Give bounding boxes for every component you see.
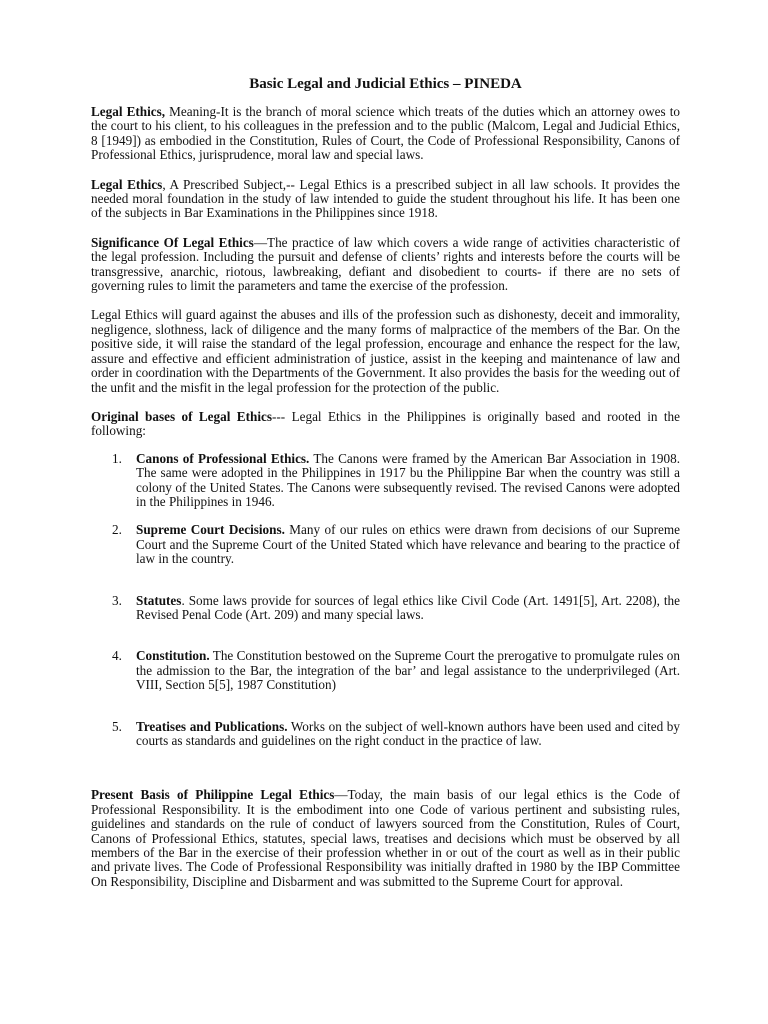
list-item-lead: Supreme Court Decisions. — [136, 522, 285, 538]
bases-list — [91, 452, 680, 749]
list-item-lead: Canons of Professional Ethics. — [136, 450, 310, 466]
paragraph-text: --- Legal Ethics in the Philippines is originally based and rooted in the following: — [91, 408, 681, 439]
paragraph-significance — [91, 236, 680, 294]
list-item — [91, 452, 680, 510]
list-item — [91, 523, 680, 566]
paragraph-text: Meaning-It is the branch of moral science which treats of the duties which an attorney owes to the court to his client, to his colleagues in the prefession and to the public (Malcom, Legal and Judicial Ethics, 8 [1949]) as embodied in the Constitution, Rules of Court, the Code of Professional Responsibility, Canons of Professional Ethics, jurisprudence, moral law and special laws. — [91, 104, 681, 163]
list-item-text: Works on the subject of well-known authors have been used and cited by courts as standards and guidelines on the right conduct in the practice of law. — [136, 718, 680, 748]
list-item — [91, 720, 680, 749]
list-number: 5. — [112, 718, 122, 734]
list-number: 2. — [112, 522, 122, 538]
paragraph-guard-against-abuses — [91, 308, 680, 394]
list-number: 1. — [112, 450, 122, 466]
paragraph-lead: Significance Of Legal Ethics — [91, 234, 254, 250]
list-number: 4. — [112, 648, 122, 664]
paragraph-legal-ethics-meaning — [91, 105, 680, 163]
list-item-text: The Constitution bestowed on the Supreme Court the prerogative to promulgate rules on the admission to the Bar, the integration of the bar’ and legal assistance to the underprivileged (Art. VIII, Section 5[5], 1987 Constitution) — [136, 648, 680, 693]
paragraph-prescribed-subject — [91, 178, 680, 221]
paragraph-lead: Legal Ethics, — [91, 104, 166, 119]
paragraph-text: —Today, the main basis of our legal ethics is the Code of Professional Responsibility. It is the embodiment into one Code of various pertinent and subsisting rules, guidelines and standards on the rule of conduct of lawyers sourced from the Constitution, Rules of Court, Canons of Professional Ethics, statutes, special laws, treatises and decisions which must be observed by all members of the Bar in the exercise of their profession whether in or out of the court as well as in their public and private lives. The Code of Professional Responsibility was initially drafted in 1980 by the IBP Committee On Responsibility, Discipline and Disbarment and was submitted to the Supreme Court for approval. — [91, 787, 680, 889]
list-item — [91, 649, 680, 692]
list-item-lead: Treatises and Publications. — [136, 718, 288, 734]
list-item-lead: Constitution. — [136, 648, 210, 664]
paragraph-text: —The practice of law which covers a wide range of activities characteristic of the legal profession. Including the pursuit and defense of clients’ rights and interests before the courts will be transgressive, anarchic, riotous, lawbreaking, defiant and disobedient to courts- if there are no sets of governing rules to limit the parameters and tame the exercise of the profession. — [91, 234, 680, 294]
list-item-lead: Statutes — [136, 592, 182, 608]
paragraph-text: , A Prescribed Subject,-- Legal Ethics is a prescribed subject in all law schools. It provides the needed moral foundation in the study of law intended to guide the student throughout his life. It has been one of the subjects in Bar Examinations in the Philippines since 1918. — [91, 176, 680, 221]
list-item-text: Many of our rules on ethics were drawn from decisions of our Supreme Court and the Supreme Court of the United Stated which have relevance and bearing to the practice of law in the country. — [136, 522, 680, 567]
paragraph-original-bases — [91, 410, 680, 439]
paragraph-present-basis — [91, 788, 680, 889]
paragraph-lead: Original bases of Legal Ethics — [91, 408, 272, 424]
list-item — [91, 594, 680, 623]
paragraph-text: Legal Ethics will guard against the abuses and ills of the profession such as dishonesty, deceit and immorality, negligence, slothness, lack of diligence and the many forms of malpractice of the members of the Bar. On the positive side, it will raise the standard of the legal profession, encourage and enhance the respect for the law, assure and effective and efficient administration of justice, assist in the keeping and maintenance of law and order in coordination with the Departments of the Government. It also provides the basis for the weeding out of the unfit and the misfit in the legal profession for the protection of the public. — [91, 307, 680, 395]
list-item-text: The Canons were framed by the American Bar Association in 1908. The same were adopted in the Philippines in 1917 bu the Philippine Bar when the country was still a colony of the United States. The Canons were subsequently revised. The revised Canons were adopted in the Philippines in 1946. — [136, 450, 681, 509]
list-number: 3. — [112, 592, 122, 608]
document-title: Basic Legal and Judicial Ethics – PINEDA — [249, 76, 522, 92]
paragraph-lead: Legal Ethics — [91, 176, 163, 192]
paragraph-lead: Present Basis of Philippine Legal Ethics — [91, 787, 335, 803]
list-item-text: . Some laws provide for sources of legal ethics like Civil Code (Art. 1491[5], Art. 2208), the Revised Penal Code (Art. 209) and many special laws. — [136, 592, 680, 622]
